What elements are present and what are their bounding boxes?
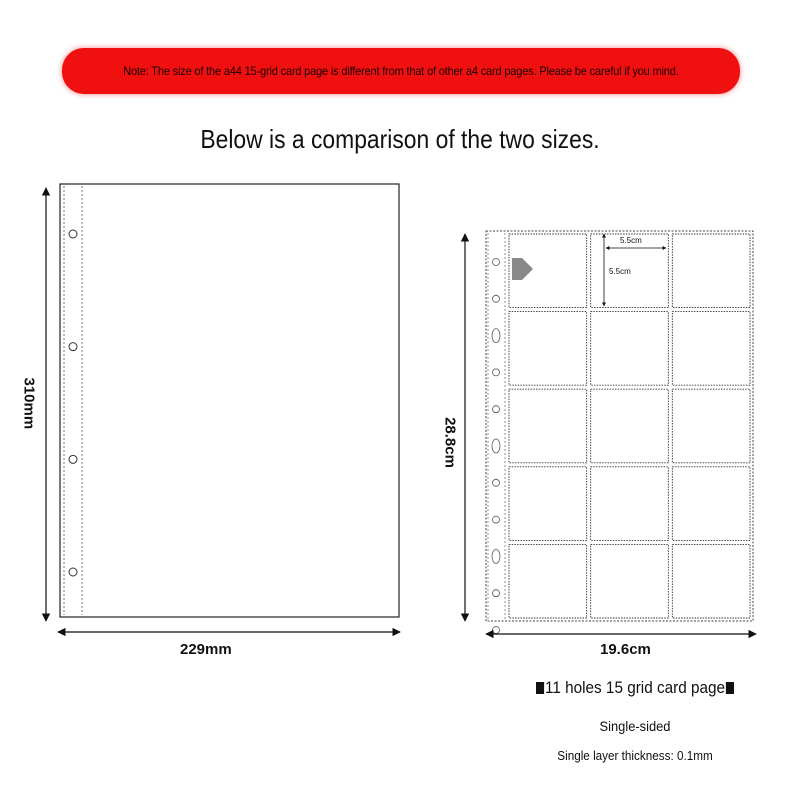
binder-hole [492,439,500,453]
binder-hole [493,406,500,413]
warning-text: Note: The size of the a44 15-grid card page is different from that of other a4 card pages. Please be careful if you mind. [123,64,679,78]
binder-hole [493,516,500,523]
left-page-outline [60,184,399,617]
binder-hole [493,479,500,486]
headline: Below is a comparison of the two sizes. [200,124,600,154]
pocket-width-label: 5.5cm [620,236,642,245]
binder-hole [69,568,77,576]
binder-hole [493,295,500,302]
product-title-text: 11 holes 15 grid card page [544,678,726,697]
binder-hole [493,259,500,266]
thickness-text: Single layer thickness: 0.1mm [557,748,713,763]
right-height-label: 28.8cm [441,417,459,468]
binder-hole [69,343,77,351]
right-page [486,231,753,634]
binder-hole [69,230,77,238]
sided-text: Single-sided [599,718,671,734]
product-title [532,678,739,698]
binder-hole [69,455,77,463]
left-width-label: 229mm [180,641,232,658]
title-glyph-right [726,682,734,694]
pocket-height-label: 5.5cm [609,267,631,276]
title-glyph-left [536,682,544,694]
binder-hole [493,627,500,634]
left-height-label: 310mm [20,377,38,430]
left-page [60,184,399,617]
right-page-outline [486,231,753,621]
binder-hole [492,329,500,343]
binder-hole [493,590,500,597]
binder-hole [492,549,500,563]
right-width-label: 19.6cm [600,641,651,658]
binder-hole [493,369,500,376]
